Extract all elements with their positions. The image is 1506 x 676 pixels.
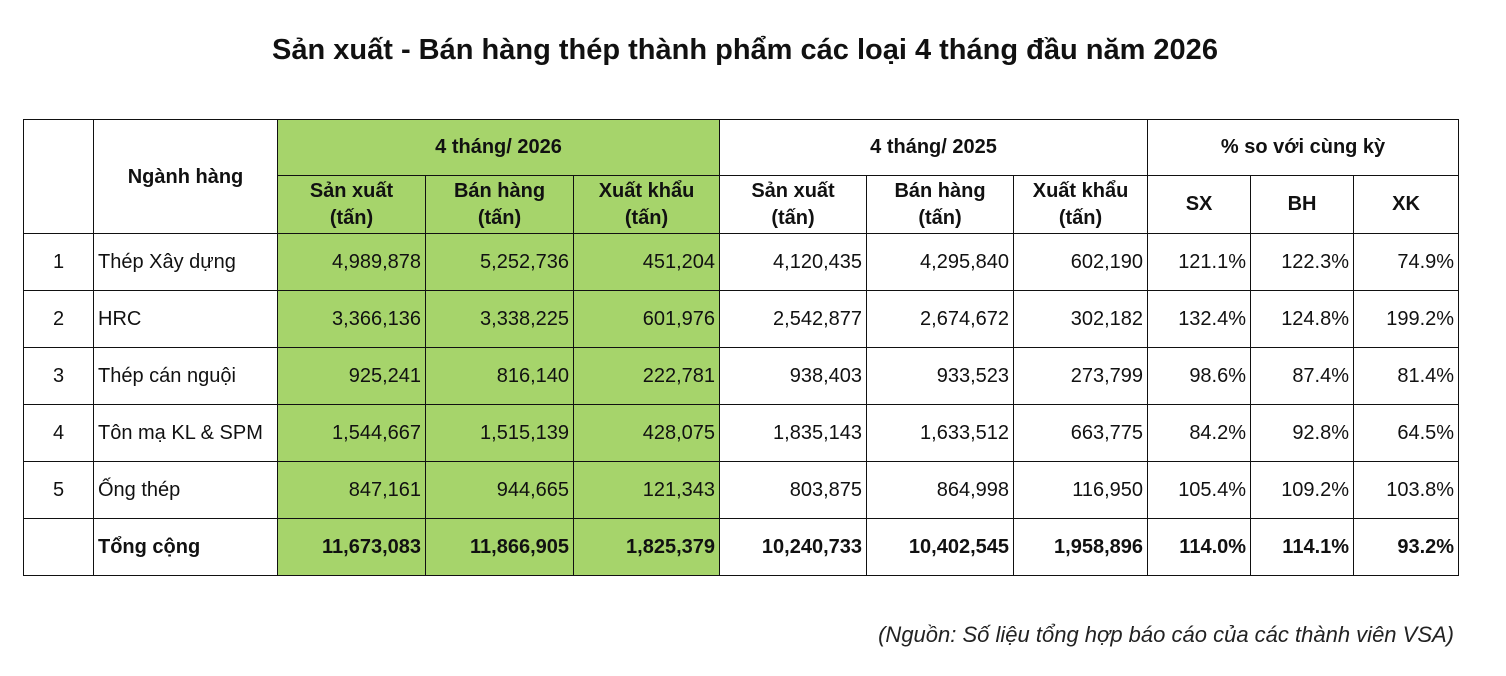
cell-bh-2026: 11,866,905 (426, 519, 574, 576)
cell-xk-2025: 302,182 (1014, 291, 1148, 348)
cell-pct-xk: 199.2% (1354, 291, 1459, 348)
cell-bh-2025: 864,998 (867, 462, 1014, 519)
cell-product-name: Tôn mạ KL & SPM (94, 405, 278, 462)
steel-production-table (23, 119, 1459, 576)
total-row (24, 519, 1459, 576)
cell-bh-2025: 933,523 (867, 348, 1014, 405)
cell-pct-xk: 103.8% (1354, 462, 1459, 519)
table-row (24, 405, 1459, 462)
cell-sx-2026: 11,673,083 (278, 519, 426, 576)
header-pct-bh: BH (1251, 176, 1354, 234)
cell-bh-2026: 816,140 (426, 348, 574, 405)
cell-xk-2026: 1,825,379 (574, 519, 720, 576)
cell-pct-xk: 93.2% (1354, 519, 1459, 576)
cell-product-name: Thép cán nguội (94, 348, 278, 405)
cell-sx-2026: 925,241 (278, 348, 426, 405)
header-group-2025: 4 tháng/ 2025 (720, 120, 1148, 176)
header-xk-2026: Xuất khẩu (tấn) (574, 176, 720, 234)
cell-xk-2025: 273,799 (1014, 348, 1148, 405)
cell-row-index (24, 519, 94, 576)
cell-pct-xk: 64.5% (1354, 405, 1459, 462)
cell-sx-2025: 1,835,143 (720, 405, 867, 462)
cell-pct-sx: 114.0% (1148, 519, 1251, 576)
cell-sx-2025: 4,120,435 (720, 234, 867, 291)
cell-pct-bh: 92.8% (1251, 405, 1354, 462)
header-group-pct: % so với cùng kỳ (1148, 120, 1459, 176)
cell-product-name: Thép Xây dựng (94, 234, 278, 291)
cell-bh-2025: 4,295,840 (867, 234, 1014, 291)
header-sx-2026: Sản xuất (tấn) (278, 176, 426, 234)
cell-bh-2025: 1,633,512 (867, 405, 1014, 462)
cell-product-name: Tổng cộng (94, 519, 278, 576)
cell-sx-2026: 1,544,667 (278, 405, 426, 462)
cell-row-index: 5 (24, 462, 94, 519)
cell-bh-2026: 5,252,736 (426, 234, 574, 291)
source-note: (Nguồn: Số liệu tổng hợp báo cáo của các thành viên VSA) (878, 622, 1454, 647)
cell-row-index: 1 (24, 234, 94, 291)
cell-sx-2026: 3,366,136 (278, 291, 426, 348)
header-bh-2025: Bán hàng (tấn) (867, 176, 1014, 234)
cell-product-name: HRC (94, 291, 278, 348)
table-row (24, 348, 1459, 405)
header-index (24, 120, 94, 234)
cell-sx-2026: 847,161 (278, 462, 426, 519)
cell-pct-sx: 105.4% (1148, 462, 1251, 519)
header-xk-2025: Xuất khẩu (tấn) (1014, 176, 1148, 234)
cell-bh-2025: 10,402,545 (867, 519, 1014, 576)
cell-pct-bh: 87.4% (1251, 348, 1354, 405)
cell-xk-2026: 222,781 (574, 348, 720, 405)
header-product: Ngành hàng (94, 120, 278, 234)
cell-pct-sx: 84.2% (1148, 405, 1251, 462)
cell-pct-bh: 109.2% (1251, 462, 1354, 519)
cell-pct-bh: 122.3% (1251, 234, 1354, 291)
cell-bh-2026: 3,338,225 (426, 291, 574, 348)
cell-bh-2026: 944,665 (426, 462, 574, 519)
header-sx-2025: Sản xuất (tấn) (720, 176, 867, 234)
cell-xk-2026: 121,343 (574, 462, 720, 519)
page-title: Sản xuất - Bán hàng thép thành phẩm các loại 4 tháng đầu năm 2026 (272, 34, 1218, 66)
cell-pct-bh: 124.8% (1251, 291, 1354, 348)
table-row (24, 462, 1459, 519)
header-group-2026: 4 tháng/ 2026 (278, 120, 720, 176)
cell-sx-2026: 4,989,878 (278, 234, 426, 291)
cell-row-index: 2 (24, 291, 94, 348)
cell-sx-2025: 803,875 (720, 462, 867, 519)
cell-pct-xk: 74.9% (1354, 234, 1459, 291)
cell-sx-2025: 2,542,877 (720, 291, 867, 348)
cell-xk-2026: 428,075 (574, 405, 720, 462)
cell-pct-sx: 98.6% (1148, 348, 1251, 405)
header-pct-sx: SX (1148, 176, 1251, 234)
table-row (24, 234, 1459, 291)
cell-pct-xk: 81.4% (1354, 348, 1459, 405)
cell-xk-2025: 1,958,896 (1014, 519, 1148, 576)
cell-bh-2025: 2,674,672 (867, 291, 1014, 348)
cell-product-name: Ống thép (94, 462, 278, 519)
cell-row-index: 4 (24, 405, 94, 462)
cell-xk-2026: 451,204 (574, 234, 720, 291)
cell-xk-2026: 601,976 (574, 291, 720, 348)
cell-xk-2025: 663,775 (1014, 405, 1148, 462)
cell-bh-2026: 1,515,139 (426, 405, 574, 462)
table-row (24, 291, 1459, 348)
cell-pct-sx: 121.1% (1148, 234, 1251, 291)
cell-xk-2025: 602,190 (1014, 234, 1148, 291)
header-bh-2026: Bán hàng (tấn) (426, 176, 574, 234)
cell-pct-bh: 114.1% (1251, 519, 1354, 576)
cell-xk-2025: 116,950 (1014, 462, 1148, 519)
cell-row-index: 3 (24, 348, 94, 405)
cell-sx-2025: 938,403 (720, 348, 867, 405)
cell-sx-2025: 10,240,733 (720, 519, 867, 576)
cell-pct-sx: 132.4% (1148, 291, 1251, 348)
header-pct-xk: XK (1354, 176, 1459, 234)
